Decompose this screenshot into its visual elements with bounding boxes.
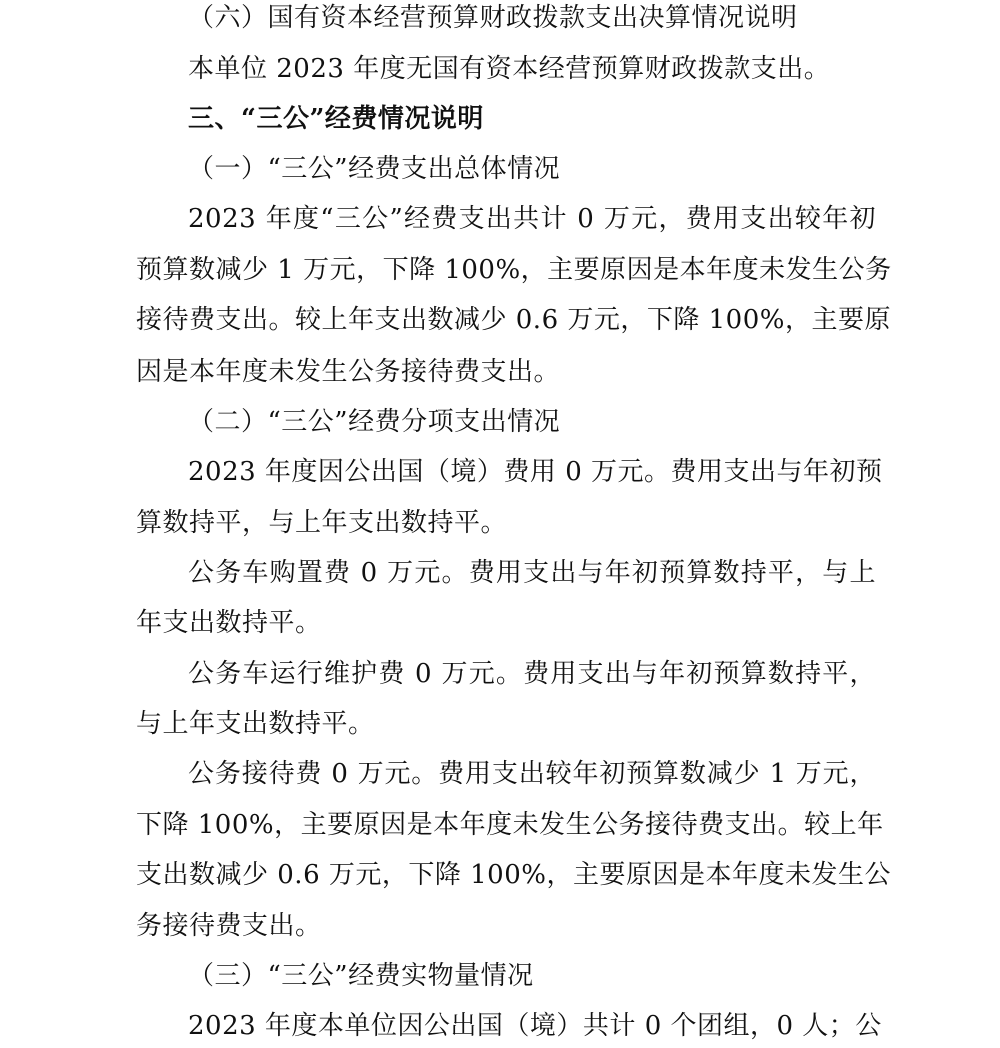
- section-2-p4-line: 支出数减少 0.6 万元，下降 100%，主要原因是本年度未发生公: [136, 860, 891, 890]
- section-2-p4-line: 下降 100%，主要原因是本年度未发生公务接待费支出。较上年: [136, 810, 884, 840]
- section-2-p1-line: 2023 年度因公出国（境）费用 0 万元。费用支出与年初预: [188, 457, 883, 487]
- section-6-heading: （六）国有资本经营预算财政拨款支出决算情况说明: [188, 3, 798, 33]
- section-2-p4-line: 务接待费支出。: [136, 911, 322, 941]
- part-3-heading: 三、“三公”经费情况说明: [188, 104, 484, 134]
- section-1-line: 因是本年度未发生公务接待费支出。: [136, 357, 561, 387]
- section-1-line: 接待费支出。较上年支出数减少 0.6 万元，下降 100%，主要原: [136, 305, 891, 335]
- section-2-p3-line: 公务车运行维护费 0 万元。费用支出与年初预算数持平，: [188, 659, 876, 689]
- section-2-p1-line: 算数持平，与上年支出数持平。: [136, 508, 508, 538]
- section-2-p2-line: 年支出数持平。: [136, 608, 322, 638]
- section-3-line: 2023 年度本单位因公出国（境）共计 0 个团组，0 人；公: [188, 1011, 882, 1041]
- section-2-p3-line: 与上年支出数持平。: [136, 709, 375, 739]
- section-2-p4-line: 公务接待费 0 万元。费用支出较年初预算数减少 1 万元，: [188, 759, 876, 789]
- section-1-line: 2023 年度“三公”经费支出共计 0 万元，费用支出较年初: [188, 204, 876, 234]
- section-1-line: 预算数减少 1 万元，下降 100%，主要原因是本年度未发生公务: [136, 255, 892, 285]
- section-6-body: 本单位 2023 年度无国有资本经营预算财政拨款支出。: [188, 54, 831, 84]
- section-3-heading: （三）“三公”经费实物量情况: [188, 961, 534, 991]
- section-2-heading: （二）“三公”经费分项支出情况: [188, 407, 561, 437]
- section-1-heading: （一）“三公”经费支出总体情况: [188, 154, 561, 184]
- section-2-p2-line: 公务车购置费 0 万元。费用支出与年初预算数持平，与上: [188, 558, 876, 588]
